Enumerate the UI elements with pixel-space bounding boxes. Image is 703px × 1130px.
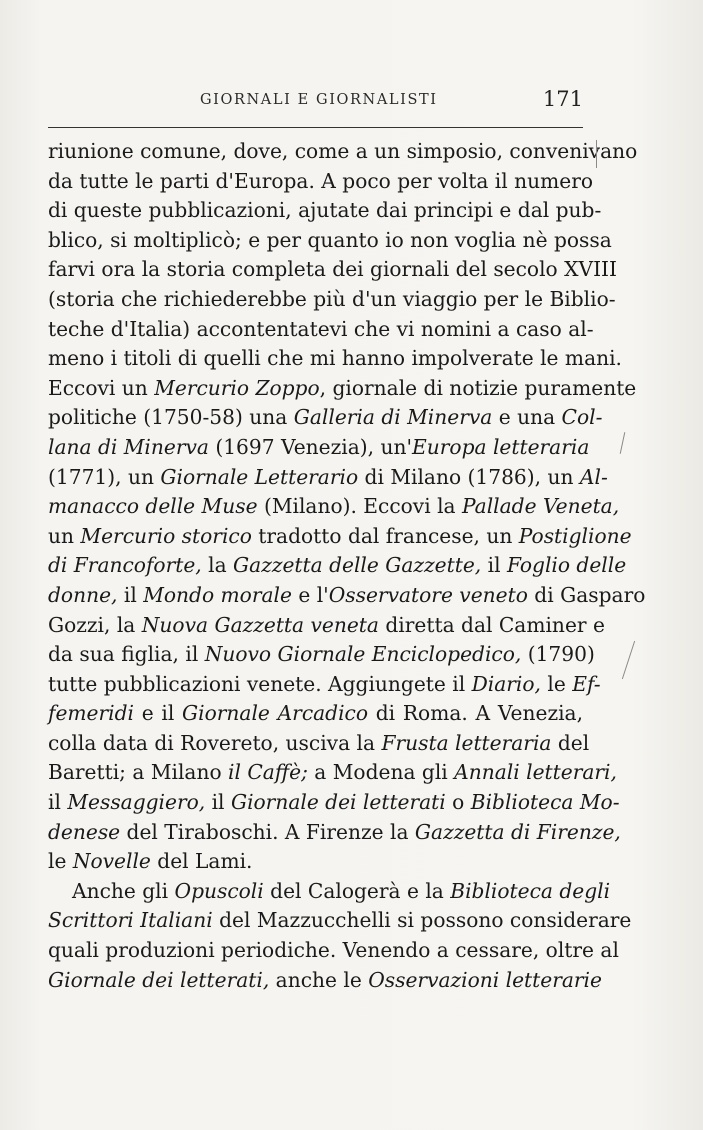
text-run: di Gasparo	[527, 582, 646, 607]
italic-title: Giornale Letterario	[160, 464, 359, 489]
italic-title: Mercurio storico	[80, 523, 252, 548]
text-line: blico, si moltiplicò; e per quanto io non voglia nè possa	[48, 227, 612, 252]
text-run: (1771), un	[48, 464, 161, 489]
text-run: la	[201, 553, 234, 578]
text-line	[48, 640, 595, 670]
italic-title: Giornale Arcadico	[182, 701, 369, 726]
italic-title: lana di Minerva	[48, 434, 209, 459]
italic-title: Al-	[579, 464, 608, 489]
text-run: e l'	[291, 582, 329, 607]
text-line	[48, 758, 617, 788]
text-run: del	[551, 730, 590, 755]
italic-title: Pallade Veneta,	[462, 494, 620, 519]
text-run: le	[48, 849, 73, 874]
text-line	[48, 522, 632, 552]
italic-title: il Caffè;	[228, 760, 308, 785]
text-line	[48, 847, 583, 877]
italic-title: Gazzetta delle Gazzette,	[233, 553, 482, 578]
page-header	[48, 88, 583, 122]
italic-title: Nuova Gazzetta veneta	[141, 612, 379, 637]
text-run: colla data di Rovereto, usciva la	[48, 730, 382, 755]
italic-title: manacco delle Muse	[48, 494, 258, 519]
text-run: un	[48, 523, 81, 548]
text-run: Baretti; a Milano	[48, 760, 229, 785]
italic-title: Messaggiero,	[67, 790, 206, 815]
text-run: tradotto dal francese, un	[251, 523, 519, 548]
text-run: le	[540, 671, 573, 696]
text-line: teche d'Italia) accontentatevi che vi nomini a caso al-	[48, 316, 594, 341]
text-run: il	[48, 790, 68, 815]
italic-title: denese	[48, 819, 121, 844]
italic-title: Osservazioni letterarie	[368, 967, 602, 992]
margin-mark	[596, 140, 597, 168]
text-line	[48, 403, 603, 433]
header-rule	[48, 127, 583, 128]
italic-title: donne,	[48, 582, 118, 607]
text-line: riunione comune, dove, come a un simposio, convenivano	[48, 139, 638, 163]
text-run: di Roma. A Venezia,	[368, 701, 583, 726]
text-line	[48, 906, 632, 936]
text-run: da sua figlia, il	[48, 642, 205, 667]
italic-title: Ef-	[572, 671, 601, 696]
text-line	[48, 818, 621, 848]
text-line	[48, 551, 627, 581]
text-run: a Modena gli	[307, 760, 455, 785]
text-line	[48, 611, 605, 641]
text-line	[48, 877, 611, 907]
italic-title: Giornale dei letterati	[230, 790, 446, 815]
italic-title: Mercurio Zoppo	[154, 375, 320, 400]
text-run: politiche (1750-58) una	[48, 405, 294, 430]
text-run: del Calogerà e la	[263, 878, 451, 903]
text-line	[48, 729, 590, 759]
text-run: (Milano). Eccovi la	[257, 494, 462, 519]
text-line: meno i titoli di quelli che mi hanno impolverate le mani.	[48, 346, 622, 371]
text-line	[48, 966, 602, 996]
text-run: tutte pubblicazioni venete. Aggiungete il	[48, 671, 472, 696]
text-line	[48, 492, 620, 522]
italic-title: Opuscoli	[174, 878, 264, 903]
italic-title: Postiglione	[518, 523, 632, 548]
text-run: anche le	[269, 967, 369, 992]
text-line	[48, 463, 608, 493]
italic-title: Annali letterari,	[454, 760, 617, 785]
text-line: (storia che richiederebbe più d'un viaggio per le Biblio-	[48, 286, 616, 311]
paragraph-2	[48, 877, 632, 995]
italic-title: Col-	[561, 405, 603, 430]
text-run: Eccovi un	[48, 375, 155, 400]
running-title: GIORNALI E GIORNALISTI	[200, 92, 438, 108]
italic-title: Foglio delle	[506, 553, 627, 578]
text-line: da tutte le parti d'Europa. A poco per volta il numero	[48, 168, 593, 193]
text-run: (1697 Venezia), un'	[208, 434, 413, 459]
italic-title: Biblioteca Mo-	[470, 790, 620, 815]
text-line: farvi ora la storia completa dei giornali del secolo XVIII	[48, 257, 617, 282]
italic-title: Galleria di Minerva	[293, 405, 493, 430]
text-line	[48, 581, 646, 611]
text-run: il	[117, 582, 144, 607]
text-run: diretta dal Caminer e	[378, 612, 605, 637]
text-run: o	[445, 790, 471, 815]
text-line	[48, 374, 637, 404]
italic-title: femeridi	[48, 701, 134, 726]
text-run: di Milano (1786), un	[358, 464, 580, 489]
text-run: e una	[492, 405, 562, 430]
italic-title: Giornale dei letterati,	[48, 967, 270, 992]
margin-mark	[620, 432, 626, 454]
italic-title: Novelle	[72, 849, 151, 874]
text-run: del Lami.	[150, 849, 253, 874]
text-run: , giornale di notizie puramente	[319, 375, 637, 400]
paragraph-1	[48, 137, 646, 877]
italic-title: Mondo morale	[143, 582, 292, 607]
text-run: Gozzi, la	[48, 612, 142, 637]
text-line	[48, 699, 583, 729]
text-run: il	[481, 553, 507, 578]
text-run: (1790)	[521, 642, 595, 667]
italic-title: Scrittori Italiani	[48, 908, 213, 933]
text-line	[48, 670, 601, 700]
text-line	[48, 788, 620, 818]
italic-title: Biblioteca degli	[450, 878, 611, 903]
italic-title: Diario,	[471, 671, 541, 696]
margin-mark	[622, 641, 635, 679]
italic-title: Gazzetta di Firenze,	[414, 819, 621, 844]
text-run: del Tiraboschi. A Firenze la	[120, 819, 415, 844]
page-number: 171	[542, 87, 583, 111]
italic-title: Osservatore veneto	[328, 582, 528, 607]
body-text	[48, 137, 646, 995]
text-run: il	[205, 790, 231, 815]
italic-title: Nuovo Giornale Enciclopedico,	[204, 642, 522, 667]
text-run: del Mazzucchelli si possono considerare	[212, 908, 632, 933]
italic-title: Europa letteraria	[412, 434, 590, 459]
italic-title: di Francoforte,	[48, 553, 202, 578]
italic-title: Frusta letteraria	[381, 730, 552, 755]
text-line	[48, 433, 590, 463]
text-line: quali produzioni periodiche. Venendo a cessare, oltre al	[48, 938, 619, 963]
text-run: e il	[134, 701, 183, 726]
text-run: Anche gli	[72, 878, 175, 903]
text-line: di queste pubblicazioni, ajutate dai principi e dal pub-	[48, 198, 602, 223]
